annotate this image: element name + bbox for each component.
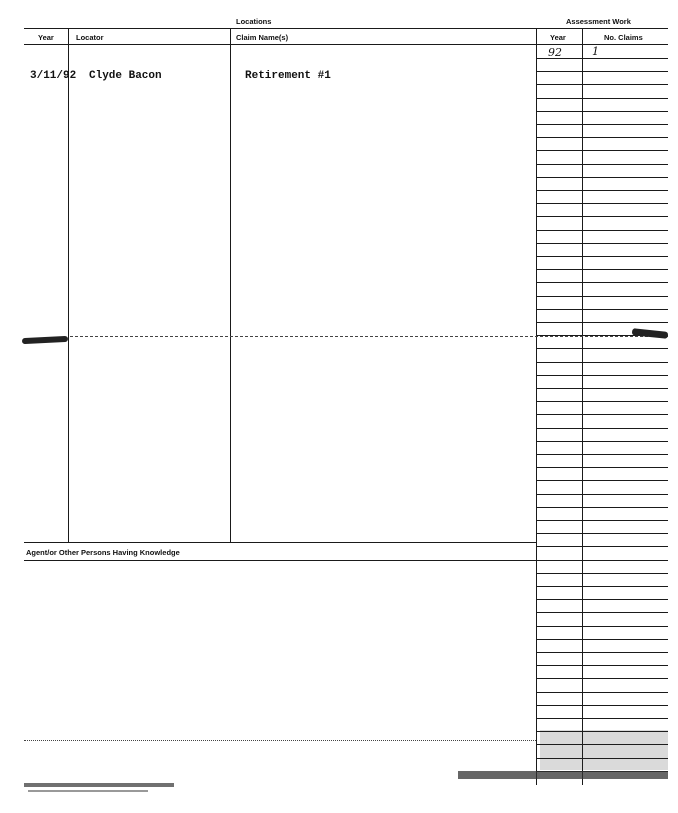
aw-row-rule <box>536 533 668 534</box>
aw-row-rule <box>536 282 668 283</box>
aw-row-rule <box>536 546 668 547</box>
fold-line <box>70 336 668 337</box>
aw-row-rule <box>536 84 668 85</box>
locations-bottom-rule <box>24 542 536 543</box>
aw-row-rule <box>536 164 668 165</box>
aw-row-rule <box>536 467 668 468</box>
aw-no-claims-entry: 1 <box>592 45 599 58</box>
aw-row-rule <box>536 348 668 349</box>
aw-row-rule <box>536 71 668 72</box>
aw-row-rule <box>536 454 668 455</box>
claim-assessment-divider <box>536 29 537 785</box>
bottom-right-scan-smear <box>458 771 668 779</box>
aw-row-rule <box>536 599 668 600</box>
aw-row-rule <box>536 269 668 270</box>
aw-row-rule <box>536 678 668 679</box>
aw-row-rule <box>536 401 668 402</box>
bottom-right-scan-block <box>540 730 668 770</box>
aw-row-rule <box>536 296 668 297</box>
aw-row-rule <box>536 243 668 244</box>
aw-row-rule <box>536 692 668 693</box>
aw-row-rule <box>536 560 668 561</box>
aw-row-rule <box>536 507 668 508</box>
top-rule <box>24 28 668 29</box>
aw-year-claims-divider <box>582 29 583 785</box>
right-margin-smudge <box>632 328 669 339</box>
entry-locator: Clyde Bacon <box>89 70 162 82</box>
aw-row-rule <box>536 652 668 653</box>
locator-claim-divider <box>230 29 231 543</box>
bottom-left-scan-streak-2 <box>28 790 148 792</box>
aw-row-rule <box>536 190 668 191</box>
aw-row-rule <box>536 98 668 99</box>
year-locator-divider <box>68 29 69 543</box>
locator-column-header: Locator <box>76 33 104 42</box>
aw-row-rule <box>536 494 668 495</box>
aw-row-rule <box>536 414 668 415</box>
year-column-header: Year <box>38 33 54 42</box>
aw-row-rule <box>536 203 668 204</box>
aw-row-rule <box>536 612 668 613</box>
aw-row-rule <box>536 480 668 481</box>
aw-row-rule <box>536 230 668 231</box>
aw-row-rule <box>536 388 668 389</box>
aw-row-rule <box>536 573 668 574</box>
header-underline <box>24 44 668 45</box>
no-claims-column-header: No. Claims <box>604 33 643 42</box>
aw-row-rule <box>536 428 668 429</box>
aw-row-rule <box>536 705 668 706</box>
locations-header: Locations <box>236 17 272 26</box>
aw-row-rule <box>536 177 668 178</box>
aw-row-rule <box>536 124 668 125</box>
aw-row-rule <box>536 586 668 587</box>
aw-row-rule <box>536 256 668 257</box>
aw-row-rule <box>536 520 668 521</box>
claim-names-column-header: Claim Name(s) <box>236 33 289 42</box>
entry-date: 3/11/92 <box>30 70 77 82</box>
aw-row-rule <box>536 150 668 151</box>
aw-row-rule <box>536 441 668 442</box>
aw-year-entry: 92 <box>548 46 562 59</box>
entry-claim-name: Retirement #1 <box>245 70 331 82</box>
aw-row-rule <box>536 665 668 666</box>
aw-row-rule <box>536 309 668 310</box>
aw-row-rule <box>536 639 668 640</box>
assessment-work-header: Assessment Work <box>566 17 631 26</box>
aw-row-rule <box>536 362 668 363</box>
bottom-left-scan-streak <box>24 783 174 787</box>
aw-row-rule <box>536 375 668 376</box>
bottom-dashed-line <box>24 740 536 741</box>
agent-section-rule <box>24 560 536 561</box>
aw-row-rule <box>536 111 668 112</box>
aw-row-rule <box>536 322 668 323</box>
aw-row-rule <box>536 718 668 719</box>
aw-year-column-header: Year <box>550 33 566 42</box>
left-margin-smudge <box>22 336 68 344</box>
aw-row-rule <box>536 216 668 217</box>
aw-row-rule <box>536 626 668 627</box>
aw-row-rule <box>536 137 668 138</box>
agent-section-label: Agent/or Other Persons Having Knowledge <box>26 548 180 557</box>
